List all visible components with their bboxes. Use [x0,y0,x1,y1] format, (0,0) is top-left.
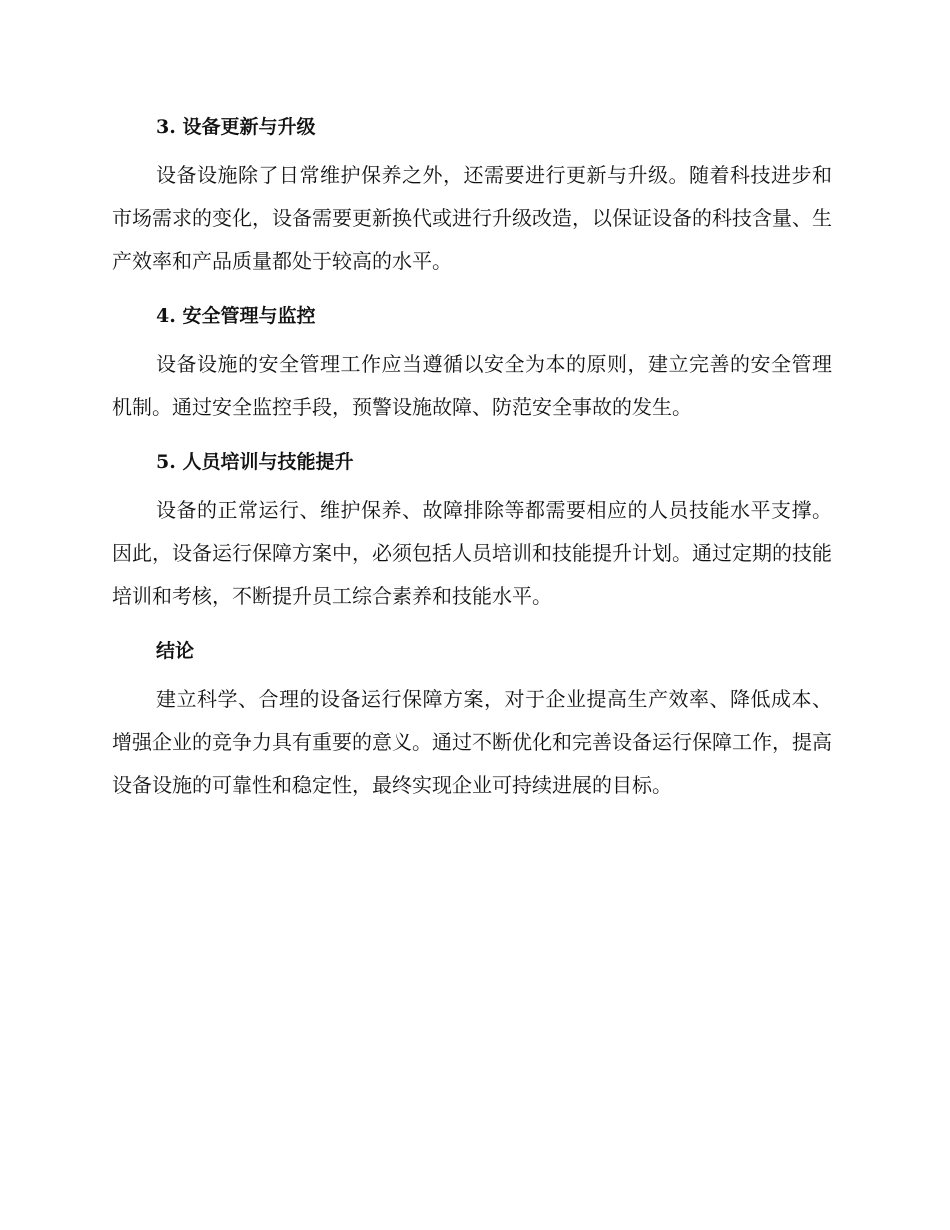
section-paragraph: 建立科学、合理的设备运行保障方案，对于企业提高生产效率、降低成本、增强企业的竞争力具有重要的意义。通过不断优化和完善设备运行保障工作，提高设备设施的可靠性和稳定性，最终实现企业可持续进展的目标。 [112,687,832,797]
section-staff-training [112,443,832,618]
section-conclusion [112,632,832,807]
section-equipment-upgrade [112,108,832,283]
section-heading: 3. 设备更新与升级 [156,116,316,138]
section-heading: 结论 [156,640,195,662]
section-paragraph: 设备的正常运行、维护保养、故障排除等都需要相应的人员技能水平支撑。因此，设备运行保障方案中，必须包括人员培训和技能提升计划。通过定期的技能培训和考核，不断提升员工综合素养和技能水平。 [112,498,832,608]
section-paragraph: 设备设施的安全管理工作应当遵循以安全为本的原则，建立完善的安全管理机制。通过安全监控手段，预警设施故障、防范安全事故的发生。 [112,352,832,419]
section-heading: 4. 安全管理与监控 [156,305,316,327]
section-paragraph: 设备设施除了日常维护保养之外，还需要进行更新与升级。随着科技进步和市场需求的变化，设备需要更新换代或进行升级改造，以保证设备的科技含量、生产效率和产品质量都处于较高的水平。 [112,163,832,273]
section-safety-management [112,297,832,429]
section-heading: 5. 人员培训与技能提升 [156,451,354,473]
document-page [112,108,832,821]
